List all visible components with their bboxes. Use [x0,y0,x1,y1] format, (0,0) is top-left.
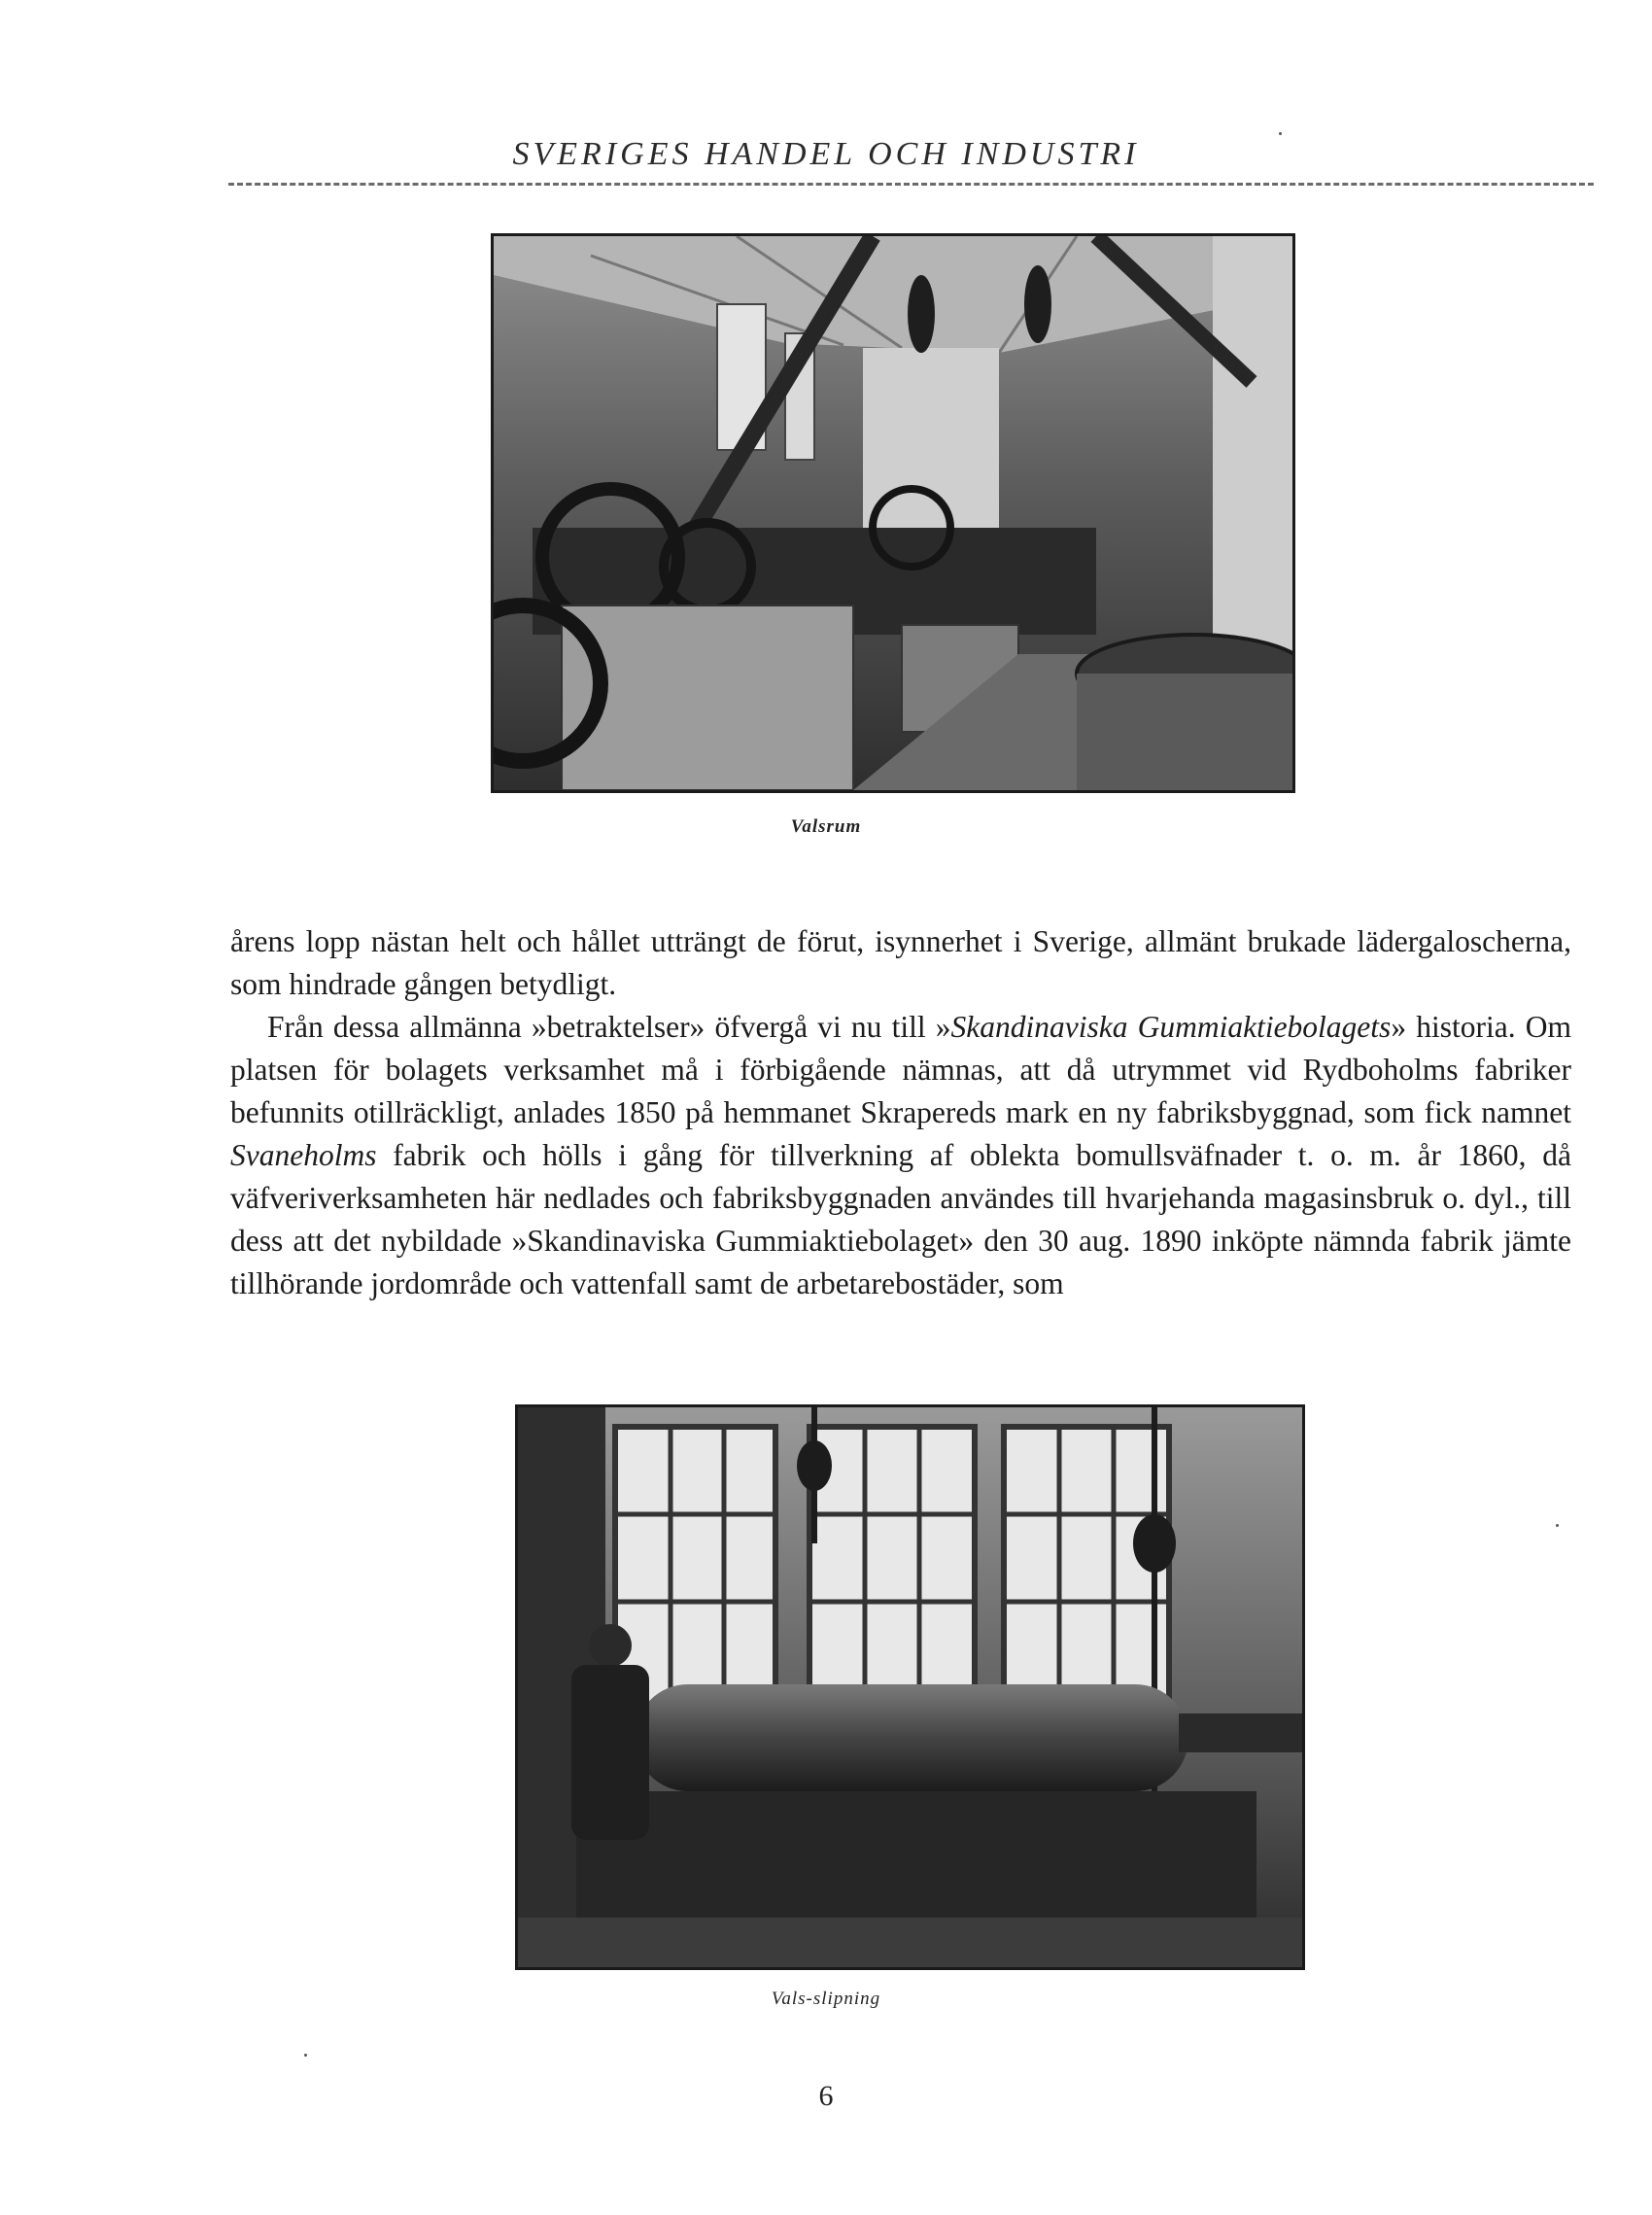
figure-caption-vals-slipning: Vals-slipning [771,1989,881,2009]
photo-valsrum-illustration [494,236,1292,790]
print-speck [304,2054,307,2057]
body-text [230,920,1571,1305]
print-speck [1556,1524,1559,1527]
paragraph-2-middle: » historia. Om platsen för bolagets verksamhet må i förbigående nämnas, att då utrymmet vid Rydboholms fabriker befunnits otillräckligt, anlades 1850 på hemmanet Skrapereds mark en ny fabriksbyggnad, som fick namnet [230,1010,1571,1129]
photo-vals-slipning-illustration [518,1407,1302,1967]
photo-valsrum [491,233,1295,793]
paragraph-1: årens lopp nästan helt och hållet utträngt de förut, isynnerhet i Sverige, allmänt brukade lädergaloscherna, som hindrade gången betydligt. [230,924,1571,1001]
factory-name: Svaneholms [230,1138,377,1172]
running-head: SVERIGES HANDEL OCH INDUSTRI [512,136,1140,172]
photo-vals-slipning [515,1404,1305,1970]
header-rule [228,183,1594,186]
paragraph-2 [230,1006,1571,1305]
paragraph-2-end: fabrik och hölls i gång för tillverkning af oblekta bomullsväfnader t. o. m. år 1860, då väfveriverksamheten här nedlades och fabriksbyggnaden användes till hvarjehanda magasinsbruk o. dyl., till dess att det nybildade »Skandinaviska Gummiaktiebolaget» den 30 aug. 1890 inköpte nämnda fabrik jämte tillhörande jordområde och vattenfall samt de arbetarebostäder, som [230,1138,1571,1300]
print-speck [1279,132,1282,135]
company-name: Skandinaviska Gummiaktiebolagets [950,1010,1392,1044]
page-number: 6 [818,2080,834,2112]
paragraph-2-lead: Från dessa allmänna »betraktelser» öfvergå vi nu till » [267,1010,951,1044]
figure-caption-valsrum: Valsrum [790,816,862,837]
